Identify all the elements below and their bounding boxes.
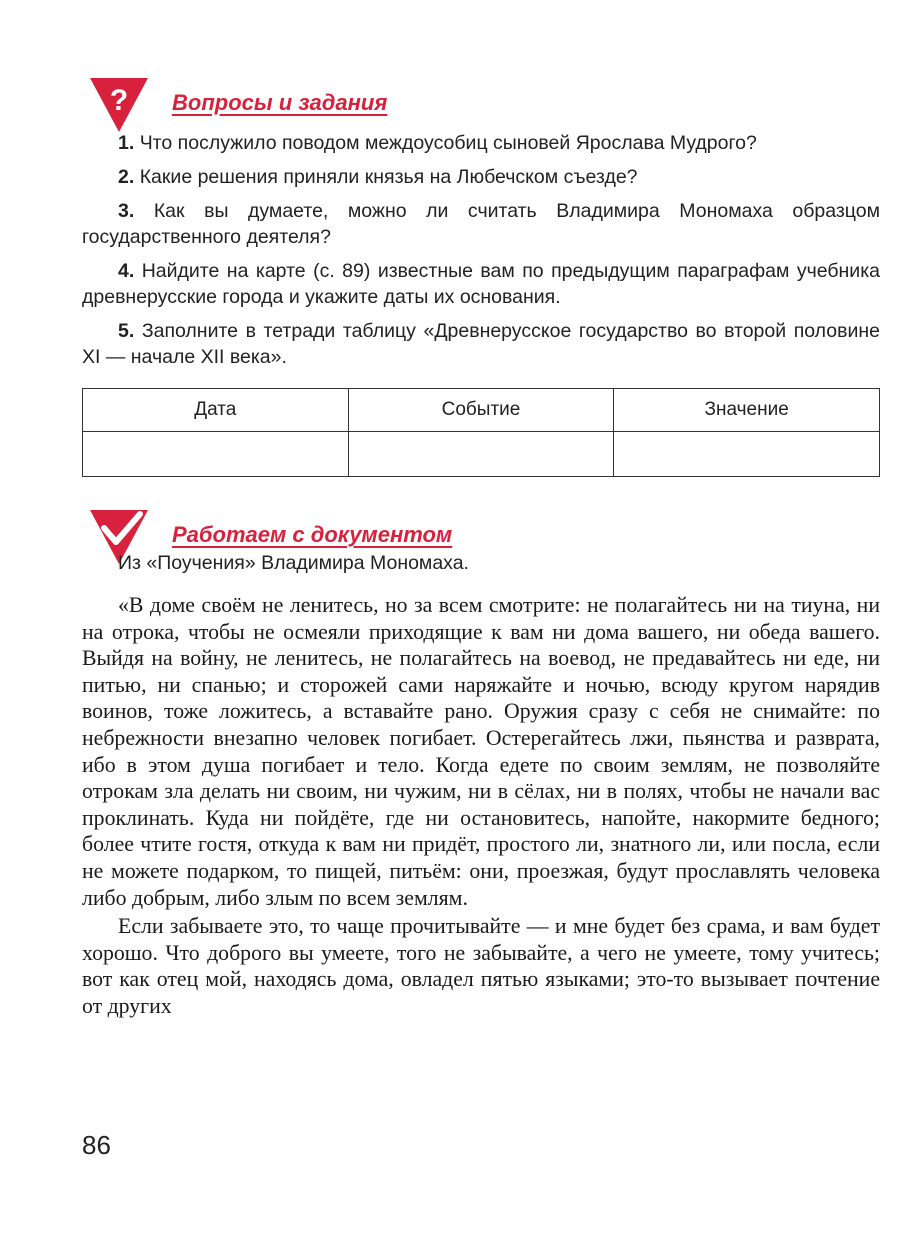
svg-text:?: ? [109, 84, 129, 117]
question-number: 5. [118, 320, 135, 342]
task-table [82, 388, 880, 477]
question-number: 2. [118, 166, 135, 188]
page-number: 86 [82, 1130, 111, 1160]
document-title: Работаем с документом [172, 522, 453, 547]
question-number: 4. [118, 260, 135, 282]
table-cell [83, 432, 349, 477]
question-item [82, 198, 880, 250]
question-mark-icon [88, 74, 150, 134]
questions-header [88, 74, 848, 134]
document-paragraph: Если забываете это, то чаще прочитывайте — и мне будет без срама, и вам будет хорошо. Что доброго вы умеете, того не забывайте, а чего не умеете, тому учитесь; вот как отец мой, находясь дома, овладел пятью языками; это-то вызывает почтение от других [82, 914, 880, 1018]
question-item [82, 258, 880, 310]
question-item [82, 318, 880, 370]
questions-title: Вопросы и задания [172, 90, 388, 115]
document-paragraph: «В доме своём не ленитесь, но за всем смотрите: не полагайтесь ни на тиуна, ни на отрока, чтобы не осмеяли приходящие к вам ни дома вашего, ни обеда вашего. Выйдя на войну, не ленитесь, не полагайтесь на воевод, не предавайтесь ни еде, ни питью, ни спанью; и сторожей сами наряжайте и ночью, всюду кругом нарядив воинов, тоже ложитесь, а вставайте рано. Оружия сразу с себя не снимайте: по небрежности внезапно человек погибает. Остерегайтесь лжи, пьянства и разврата, ибо в этом душа погибает и тело. Когда едете по своим землям, не позволяйте отрокам зла делать ни своим, ни чужим, ни в сёлах, ни в полях, чтобы не начали вас проклинать. Куда ни пойдёте, где ни остановитесь, напойте, накормите бедного; более чтите гостя, откуда к вам ни придёт, простого ли, знатного ли, или посла, если не можете подарком, то пищей, питьём: они, проезжая, будут прославлять человека либо добрым, либо злым по всем землям. [82, 593, 880, 910]
question-number: 1. [118, 132, 135, 154]
table-header-event: Событие [348, 389, 614, 432]
table-header-date: Дата [83, 389, 349, 432]
question-text: Что послужило поводом междоусобиц сыновей Ярослава Мудрого? [139, 132, 757, 154]
question-text: Заполните в тетради таблицу «Древнерусское государство во второй половине XI — начале XII века». [82, 320, 880, 368]
question-text: Какие решения приняли князья на Любечском съезде? [139, 166, 638, 188]
table-cell [348, 432, 614, 477]
document-text [82, 592, 880, 1020]
table-header-meaning: Значение [614, 389, 880, 432]
table-cell [614, 432, 880, 477]
question-item [82, 130, 880, 156]
question-item [82, 164, 880, 190]
table-row [83, 432, 880, 477]
table-header-row [83, 389, 880, 432]
question-text: Как вы думаете, можно ли считать Владимира Мономаха образцом государственного деятеля? [82, 200, 880, 248]
document-intro: Из «Поучения» Владимира Мономаха. [118, 552, 469, 574]
questions-list [82, 130, 880, 378]
question-number: 3. [118, 200, 135, 222]
question-text: Найдите на карте (с. 89) известные вам по предыдущим параграфам учебника древнерусские города и укажите даты их основания. [82, 260, 880, 308]
